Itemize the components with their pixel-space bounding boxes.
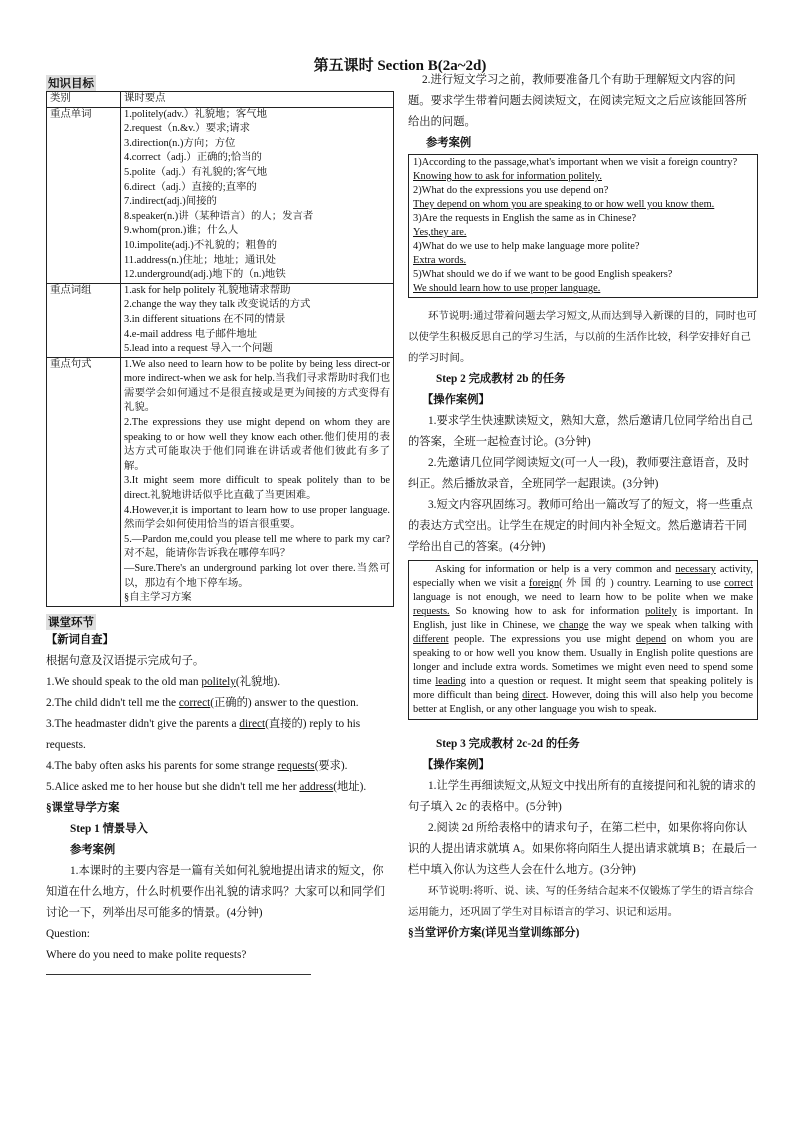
exercise-item: 4.The baby often asks his parents for some strange requests(要求). [46,759,348,772]
exercise-item: 5.Alice asked me to her house but she didn't tell me her address(地址). [46,780,367,793]
step2-item: 2.先邀请几位同学阅读短文(可一人一段)，教师要注意语音，及时纠正。然后播放录音，全班同学一起跟读。(3分钟) [408,457,750,490]
category-cell: 重点单词 [47,107,121,283]
passage-segment: language is not enough, we need to learn how to be polite when we make [413,592,753,603]
list-item: 2.The expressions they use might depend on whom they are speaking to or how well they know each other.他们使用的表达方式可能取决于他们同谁在讲话或者他们彼此有多了解。 [124,417,390,472]
points-cell [121,107,394,283]
list-item: 9.whom(pron.)谁；什么人 [124,225,239,237]
qa-question: 1)According to the passage,what's important when we visit a foreign country? [413,157,738,168]
right-column [408,70,758,944]
passage-box [408,560,758,720]
passage-blank: direct [522,690,546,701]
header-category: 类别 [47,92,121,108]
knowledge-table [46,91,394,607]
passage-blank: politely [645,606,677,617]
note-2: 环节说明:将听、说、读、写的任务结合起来不仅锻炼了学生的语言综合运用能力，还巩固了学生对目标语言的学习、识记和运用。 [408,885,754,918]
list-item: 1.ask for help politely 礼貌地请求帮助 [124,284,291,296]
step3-heading: Step 3 完成教材 2c-2d 的任务 [436,738,580,750]
step1-text: 1.本课时的主要内容是一篇有关如何礼貌地提出请求的短文，你知道在什么地方，什么时机要作出礼貌的请求吗？大家可以和同学们讨论一下，列举出尽可能多的情景。(4分钟) [46,864,385,919]
passage-segment: ( 外 国 的 ) country. Learning to use [559,578,725,589]
table-row [47,357,394,606]
op-case-label: 【操作案例】 [422,759,490,771]
list-item: 11.address(n.)住址；地址；通讯处 [124,254,276,266]
list-item: 4.correct（adj.）正确的;恰当的 [124,152,262,164]
passage-segment: into a question or request. It might seem that speaking politely is more difficult than being [413,676,753,701]
category-cell: 重点词组 [47,283,121,357]
step2-heading: Step 2 完成教材 2b 的任务 [436,373,566,385]
qa-answer: We should learn how to use proper language. [413,283,601,294]
list-item: 12.underground(adj.)地下的（n.)地铁 [124,269,286,281]
list-item: 2.request（n.&v.）要求;请求 [124,123,251,135]
step2-item: 3.短文内容巩固练习。教师可给出一篇改写了的短文，将一些重点的表达方式空出。让学生在规定的时间内补全短文。然后邀请若干同学给出自己的答案。(4分钟) [408,499,753,553]
guide-heading: §课堂导学方案 [46,801,120,814]
exercise-item: 2.The child didn't tell me the correct(正确的) answer to the question. [46,696,359,709]
header-points: 课时要点 [121,92,394,108]
qa-question: 3)Are the requests in English the same as in Chinese? [413,213,637,224]
qa-answer: Extra words. [413,255,467,266]
table-header-row [47,92,394,108]
passage-blank: correct [724,578,753,589]
list-item: 6.direct（adj.）直接的;直率的 [124,181,257,193]
class-heading: 课堂环节 [48,614,94,629]
list-item: 2.change the way they talk 改变说话的方式 [124,299,311,311]
list-item: 5.—Pardon me,could you please tell me where to park my car?对不起，能请你告诉我在哪停车吗？ [124,533,390,560]
list-item: 3.It might seem more difficult to speak politely than to be direct.礼貌地讲话似乎比直截了当更困难。 [124,475,390,502]
passage-segment: is important. In English, just like in Chinese, we [413,606,753,631]
step3-item: 1.让学生再细读短文,从短文中找出所有的直接提问和礼貌的请求的句子填入 2c 的表格中。(5分钟) [408,780,756,813]
step1-heading: Step 1 情景导入 [70,822,148,835]
points-cell [121,283,394,357]
knowledge-heading: 知识目标 [48,76,94,90]
passage-segment: on whom you are speaking to or how well you know them. Usually in English polite questions are longer and include extra words. Sometimes we might even need to spend some time [413,634,753,687]
passage-blank: change [559,620,589,631]
passage-blank: foreign [529,578,560,589]
note-1: 环节说明:通过带着问题去学习短文,从而达到导入新课的目的，同时也可以使学生积极反思自己的学习生活，与以前的生活作比较，科学安排好自己的学习时间。 [408,310,757,364]
exercise-item: 1.We should speak to the old man politely(礼貌地). [46,675,281,688]
step1-p2: 2.进行短文学习之前，教师要准备几个有助于理解短文内容的问题。要求学生带着问题去阅读短文，在阅读完短文之后应该能回答所给出的问题。 [408,74,747,128]
list-item: 7.indirect(adj.)间接的 [124,196,217,208]
qa-answer: Yes,they are. [413,227,467,238]
list-item: —Sure.There's an underground parking lot over there.当然可以，那边有个地下停车场。 [124,563,390,589]
list-item: §自主学习方案 [124,592,192,604]
step3-item: 2.阅读 2d 所给表格中的请求句子，在第二栏中，如果你将向你认识的人提出请求就填 A。如果你将向陌生人提出请求就填 B；在最后一栏中填入你认为这些人会在什么地方。(3分钟) [408,822,757,876]
list-item: 8.speaker(n.)讲（某种语言）的人；发言者 [124,210,314,222]
passage-segment: activity, especially when we visit a [413,564,753,589]
passage-segment: So knowing how to ask for information [449,606,646,617]
passage-blank: leading [435,676,466,687]
table-row [47,107,394,283]
ref-case-label: 参考案例 [70,843,116,856]
passage-blank: different [413,634,449,645]
list-item: 5.lead into a request 导入一个问题 [124,343,273,355]
passage-segment: people. The expressions you use might [448,634,637,645]
exercise-item: 3.The headmaster didn't give the parents a direct(直接的) reply to his requests. [46,717,361,751]
passage-blank: necessary [675,564,716,575]
self-check-intro: 根据句意及汉语提示完成句子。 [46,654,205,667]
list-item: 1.We also need to learn how to be polite by being less direct-or more indirect-when we ask for help.当我们寻求帮助时我们也需要学会如何通过不是很直接或是更为间接的方式变得有礼貌。 [124,358,390,414]
list-item: 3.in different situations 在不同的情景 [124,313,286,325]
qa-question: 4)What do we use to help make language more polite? [413,241,640,252]
page-title: 第五课时 Section B(2a~2d) [313,58,487,74]
list-item: 10.impolite(adj.)不礼貌的；粗鲁的 [124,239,277,251]
answer-line [46,974,311,975]
table-row [47,283,394,357]
step2-item: 1.要求学生快速默读短文，熟知大意，然后邀请几位同学给出自己的答案，全班一起检查讨论。(3分钟) [408,415,753,448]
passage-segment: Asking for information or help is a very common and [435,564,676,575]
qa-question: 5)What should we do if we want to be good English speakers? [413,269,673,280]
eval-heading: §当堂评价方案(详见当堂训练部分) [408,927,580,939]
passage-segment: the way we speak when talking with [588,620,753,631]
passage-segment: . However, doing this will also help you become better at English, or any other language you wish to speak. [413,690,753,715]
op-case-label: 【操作案例】 [422,394,490,406]
category-cell: 重点句式 [47,357,121,606]
qa-box [408,154,758,298]
points-cell [121,357,394,606]
left-column [46,72,394,975]
self-check-heading: 【新词自查】 [46,633,114,646]
list-item: 5.polite（adj.）有礼貌的;客气地 [124,166,268,178]
list-item: 4.e-mail address 电子邮件地址 [124,328,258,340]
ref-case-label: 参考案例 [426,137,472,149]
list-item: 3.direction(n.)方向；方位 [124,137,236,149]
passage-blank: depend [636,634,667,645]
qa-answer: They depend on whom you are speaking to or how well you know them. [413,199,715,210]
question-text: Where do you need to make polite requests? [46,948,247,961]
passage-blank: requests. [413,606,450,617]
qa-answer: Knowing how to ask for information politely. [413,171,602,182]
list-item: 1.politely(adv.）礼貌地；客气地 [124,108,268,120]
qa-question: 2)What do the expressions you use depend on? [413,185,609,196]
question-label: Question: [46,927,90,940]
list-item: 4.However,it is important to learn how to use proper language.然而学会如何使用恰当的语言很重要。 [124,504,390,531]
